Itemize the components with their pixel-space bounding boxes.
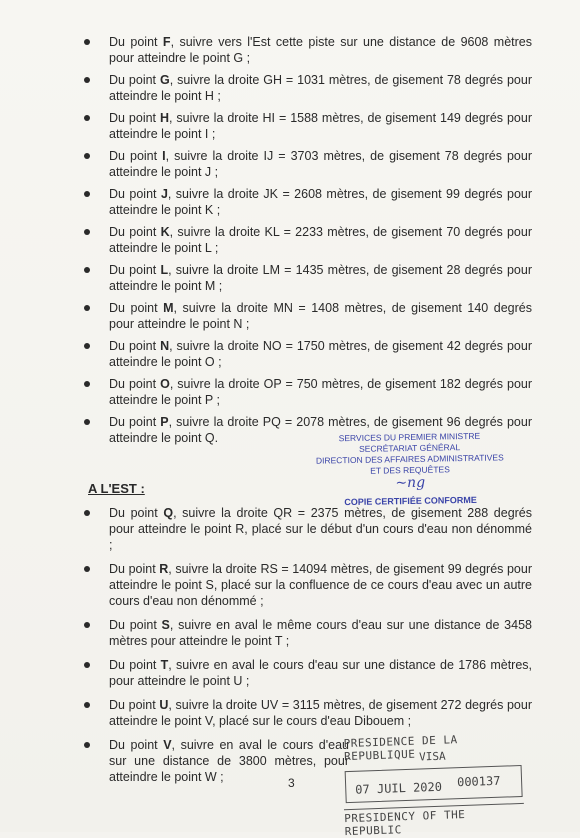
bullet-icon: [84, 191, 90, 197]
list-item: Du point V, suivre en aval le cours d'eau sur une distance de 3800 mètres, pour atteindre le point W ;: [82, 737, 349, 785]
bullet-icon: [84, 702, 90, 708]
bullet-icon: [84, 622, 90, 628]
list-item: Du point K, suivre la droite KL = 2233 mètres, de gisement 70 degrés pour atteindre le point L ;: [82, 224, 532, 256]
list-item: Du point T, suivre en aval le cours d'eau sur une distance de 1786 mètres, pour atteindre le point U ;: [82, 657, 532, 689]
list-item: Du point N, suivre la droite NO = 1750 mètres, de gisement 42 degrés pour atteindre le point O ;: [82, 338, 532, 370]
bullet-icon: [84, 305, 90, 311]
visa-line: PRESIDENCY OF THE REPUBLIC: [344, 803, 525, 838]
list-item: Du point M, suivre la droite MN = 1408 mètres, de gisement 140 degrés pour atteindre le point N ;: [82, 300, 532, 332]
list-item: Du point I, suivre la droite IJ = 3703 mètres, de gisement 78 degrés pour atteindre le point J ;: [82, 148, 532, 180]
list-item: Du point Q, suivre la droite QR = 2375 mètres, de gisement 288 degrés pour atteindre le point R, placé sur le début d'un cours d'eau non dénommé ;: [82, 505, 532, 553]
list-item: Du point L, suivre la droite LM = 1435 mètres, de gisement 28 degrés pour atteindre le point M ;: [82, 262, 532, 294]
stamp-line: SECRÉTARIAT GÉNÉRAL: [358, 442, 461, 454]
visa-line: PRESIDENCE DE LA REPUBLIQUE: [343, 733, 458, 764]
bullet-icon: [84, 419, 90, 425]
signature: ~ng: [395, 474, 426, 492]
bullet-icon: [84, 566, 90, 572]
visa-label: VISA: [418, 749, 446, 764]
list-item: Du point P, suivre la droite PQ = 2078 mètres, de gisement 96 degrés pour atteindre le point Q.: [82, 414, 532, 446]
certification-stamp: [309, 430, 510, 508]
list-item: Du point R, suivre la droite RS = 14094 mètres, de gisement 99 degrés pour atteindre le point S, placé sur la confluence de ce cours d'eau avec un autre cours d'eau non dénommé ;: [82, 561, 532, 609]
bullet-icon: [84, 662, 90, 668]
bullet-icon: [84, 153, 90, 159]
list-item: Du point O, suivre la droite OP = 750 mètres, de gisement 182 degrés pour atteindre le point P ;: [82, 376, 532, 408]
list-item: Du point G, suivre la droite GH = 1031 mètres, de gisement 78 degrés pour atteindre le point H ;: [82, 72, 532, 104]
bullet-icon: [84, 267, 90, 273]
bullet-icon: [84, 229, 90, 235]
list-item: Du point S, suivre en aval le même cours d'eau sur une distance de 3458 mètres pour atteindre le point T ;: [82, 617, 532, 649]
list-item: Du point F, suivre vers l'Est cette piste sur une distance de 9608 mètres pour atteindre le point G ;: [82, 34, 532, 66]
page-number: 3: [288, 776, 295, 790]
bullet-icon: [84, 510, 90, 516]
stamp-line: ET DES REQUÊTES: [370, 464, 450, 476]
bullet-icon: [84, 742, 90, 748]
bullet-icon: [84, 343, 90, 349]
list-item: Du point J, suivre la droite JK = 2608 mètres, de gisement 99 degrés pour atteindre le point K ;: [82, 186, 532, 218]
visa-date: 07 JUIL 2020: [355, 779, 443, 797]
visa-number: 000137: [456, 773, 501, 790]
visa-stamp: [343, 731, 526, 838]
stamp-line: DIRECTION DES AFFAIRES ADMINISTRATIVES: [315, 452, 504, 466]
west-boundary-list: [82, 34, 532, 452]
bullet-icon: [84, 115, 90, 121]
bullet-icon: [84, 39, 90, 45]
list-item: Du point H, suivre la droite HI = 1588 mètres, de gisement 149 degrés pour atteindre le point I ;: [82, 110, 532, 142]
list-item: Du point U, suivre la droite UV = 3115 mètres, de gisement 272 degrés pour atteindre le point V, placé sur le cours d'eau Dibouem ;: [82, 697, 532, 729]
bullet-icon: [84, 381, 90, 387]
stamp-line: SERVICES DU PREMIER MINISTRE: [338, 430, 481, 444]
bullet-icon: [84, 77, 90, 83]
certified-copy-label: COPIE CERTIFIÉE CONFORME: [344, 494, 477, 508]
east-heading: A L'EST :: [88, 481, 145, 496]
